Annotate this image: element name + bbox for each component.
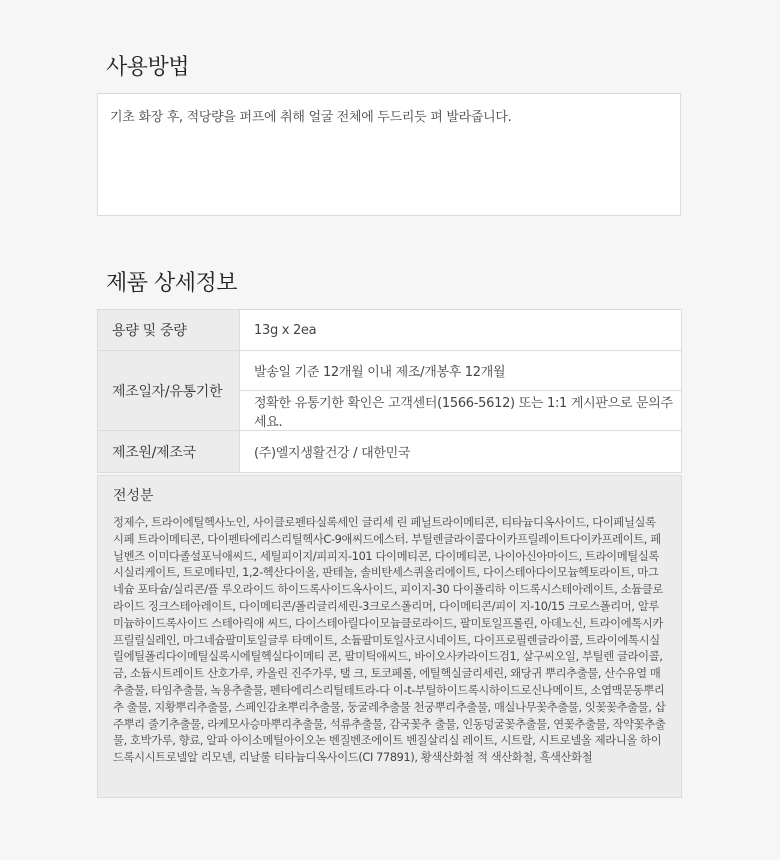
expiry-value: 발송일 기준 12개월 이내 제조/개봉후 12개월 <box>240 351 682 391</box>
table-row-expiry <box>98 351 682 391</box>
manufacturer-value: (주)엘지생활건강 / 대한민국 <box>240 431 682 473</box>
ingredients-text: 정제수, 트라이에틸헥사노인, 사이클로펜타실록세인 글리세 린 페닐트라이메티콘, 티타늄디옥사이드, 다이페닐실록시페 트라이메티콘, 다이펜타에리스리틸헥사C-9애씨드에스터. 부틸렌글라이콜다이카프릴레이트다이카프레이트, 페닐벤즈 이미다졸설포닉애씨드, 세틸피이지/피피지-101 다이메티콘, 다이메티콘, 나이아신아마이드, 트라이메틸실록시실리케이트, 트로메타민, 1,2-헥산다이올, 판테놀, 솔비탄세스퀴올리에이트, 다이스테아다이모늄헥토라이트, 마그네슘 포타슘/실리콘/플 루오라이드 하이드록사이드옥사이드, 피이지-30 다이폴리하 이드록시스테아레이트, 소듐클로라이드 징크스테아레이트, 다이메티콘/폴리글리세린-3크로스폴리머, 다이메티콘/피이 지-10/15 크로스폴리머, 알루미늄하이드록사이드 스테아릭애 씨드, 다이스테아릴다이모늄클로라이드, 팔미토일프롤린, 아데노신, 트라이에톡시카프릴릴실레인, 마그네슘팔미토일글루 타메이트, 소듐팔미토일사코시네이트, 다이프로필렌글라이콜, 트라이에톡시실릴에틸폴리다이메틸실록시에틸헥실다이메티 콘, 팔미틱애씨드, 바이오사카라이드검1, 살구씨오일, 부틸렌 글라이콜, 금, 소듐시트레이트 산호가루, 카올린 진주가루, 탤 크, 토코페롤, 에틸헥실글리세린, 왜당귀 뿌리추출물, 산수유열 매추출물, 타임추출물, 녹용추출물, 펜타에리스리틸테트라-다 이-t-부틸하이드록시하이드로신나메이트, 소엽맥문동뿌리추 출물, 지황뿌리추출물, 스페인감초뿌리추출물, 둥굴레추출물 천궁뿌리추출물, 매실나무꽃추출물, 잇꽃꽃추출물, 삽주뿌리 줄기추출물, 라케모사승마뿌리추출물, 석류추출물, 감국꽃추 출물, 인동덩굴꽃추출물, 연꽃추출물, 작약꽃추출물, 호박가루, 향료, 알파 아이소메틸아이오논 벤질벤조에이트 벤질살리실 레이트, 시트랄, 시트로넬올 제라니올 하이드록시시트로넬알 리모넨, 리날룰 티타늄디옥사이드(CI 77891), 황색산화철 적 색산화철, 흑색산화철 <box>113 516 666 765</box>
usage-section-title: 사용방법 <box>106 55 190 80</box>
usage-description-box <box>97 93 681 216</box>
table-row-capacity <box>98 310 682 351</box>
ingredients-label: 전성분 <box>113 488 154 504</box>
table-row-manufacturer <box>98 431 682 473</box>
usage-description-text: 기초 화장 후, 적당량을 퍼프에 취해 얼굴 전체에 두드리듯 펴 발라줍니다. <box>110 110 512 125</box>
expiry-label: 제조일자/유통기한 <box>98 351 240 431</box>
manufacturer-label: 제조원/제조국 <box>98 431 240 473</box>
capacity-label: 용량 및 중량 <box>98 310 240 351</box>
capacity-value: 13g x 2ea <box>240 310 682 351</box>
expiry-note: 정확한 유통기한 확인은 고객센터(1566-5612) 또는 1:1 게시판으로 문의주세요. <box>240 391 682 431</box>
ingredients-box <box>97 475 682 798</box>
product-detail-title: 제품 상세정보 <box>106 271 238 296</box>
product-detail-table <box>97 309 682 473</box>
